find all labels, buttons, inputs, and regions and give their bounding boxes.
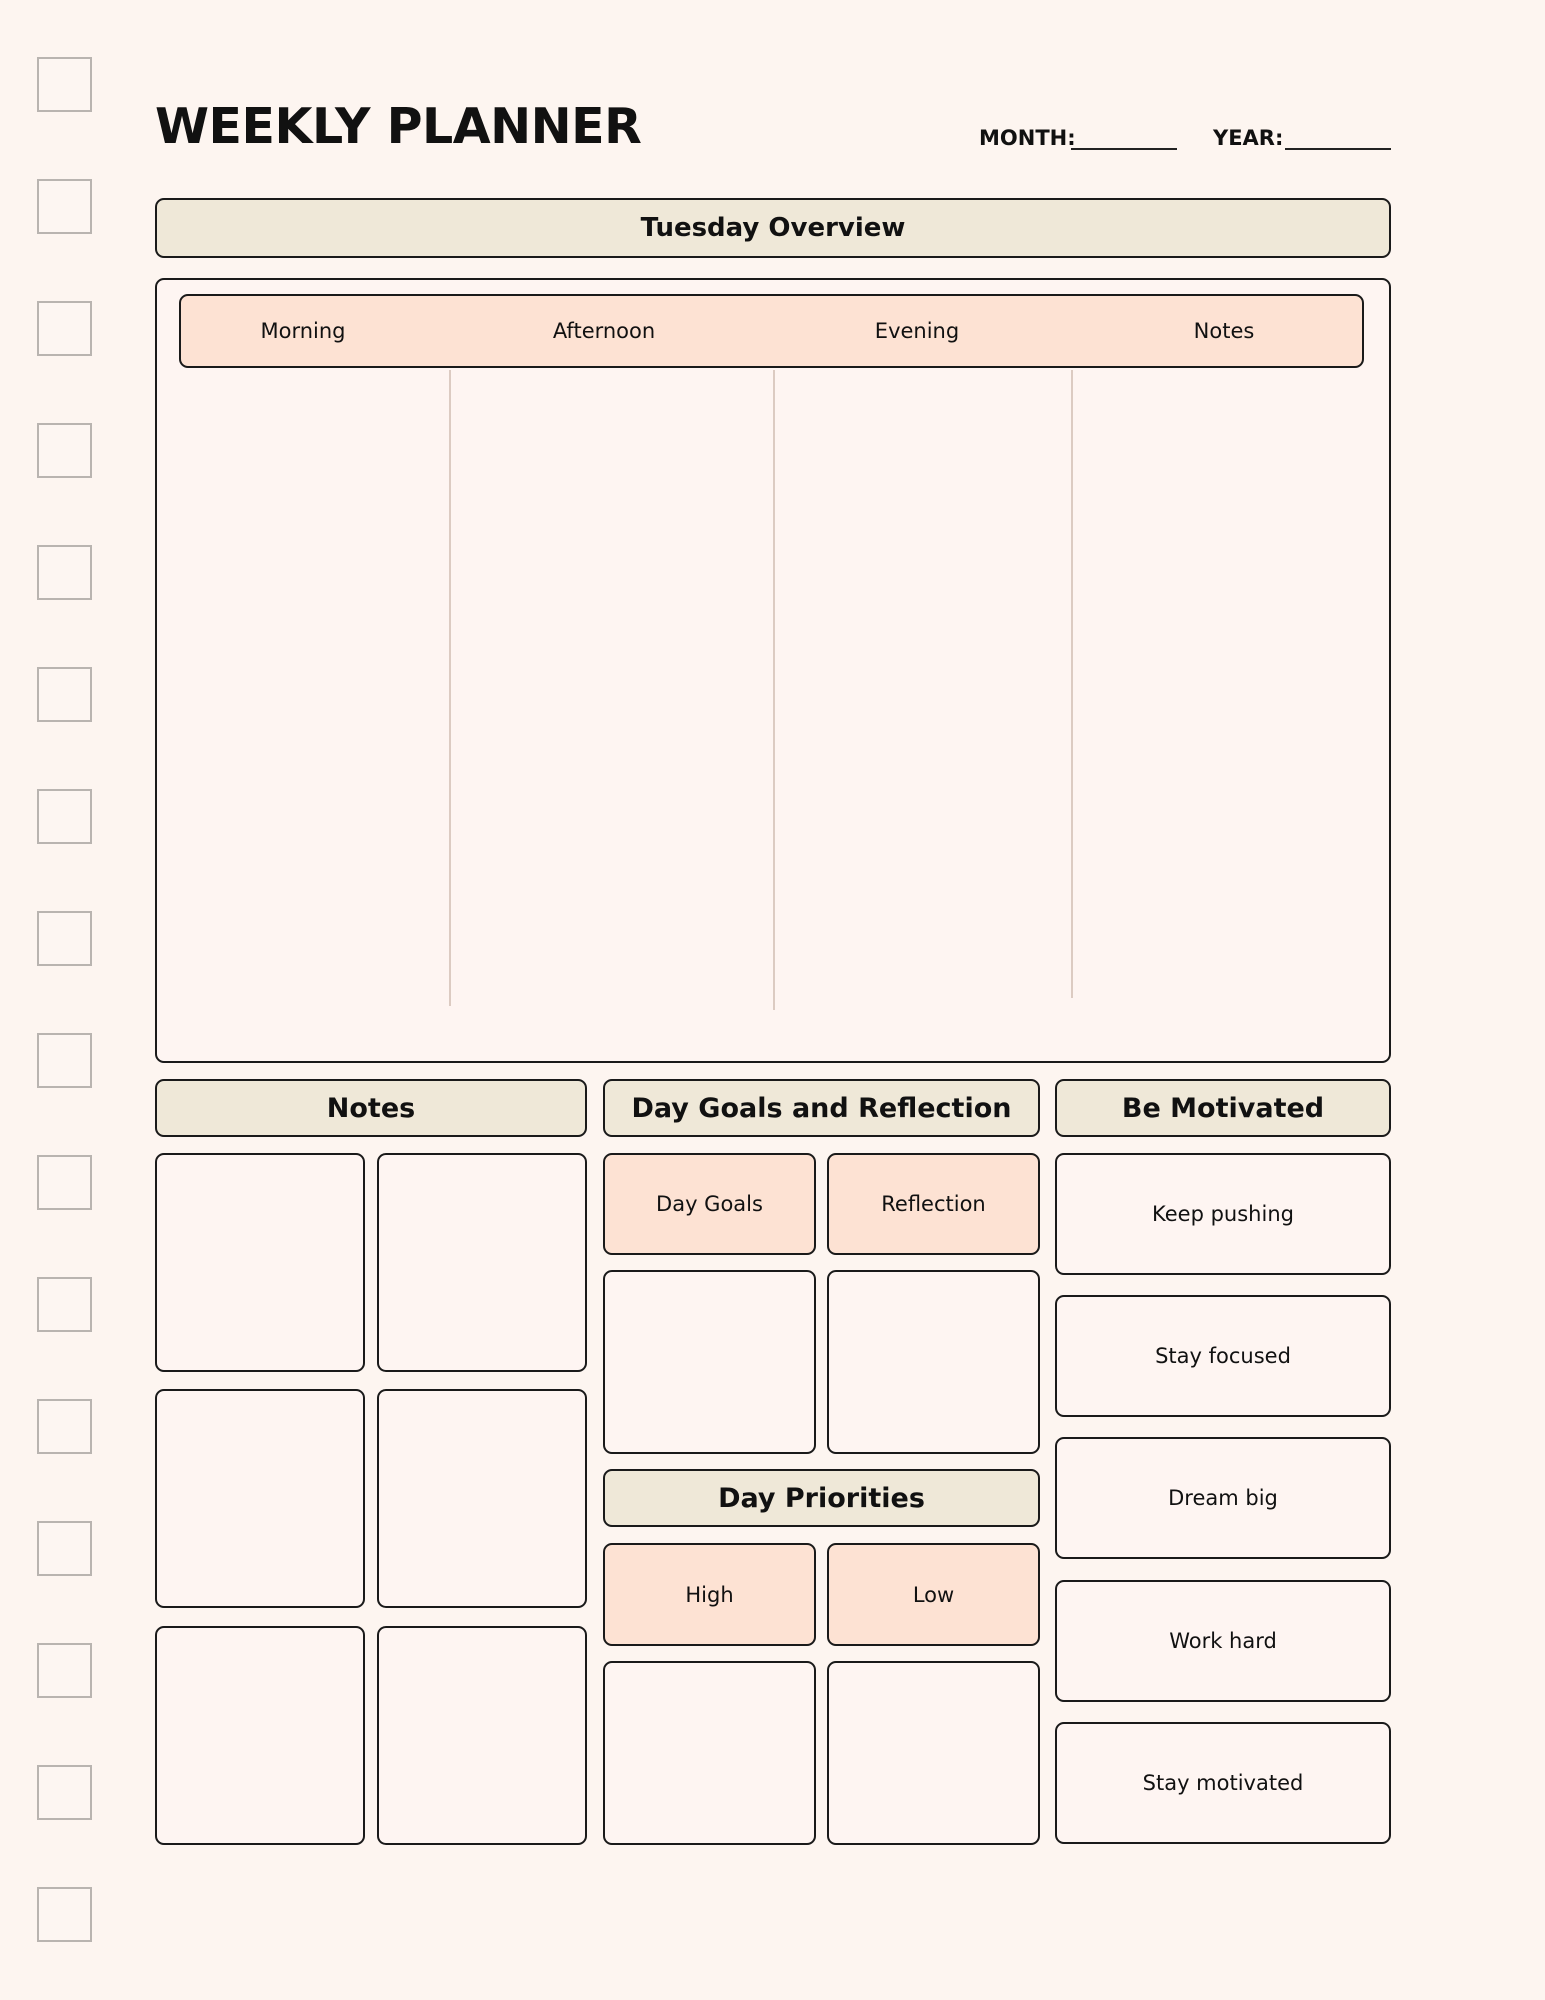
high-priority-box[interactable]: [603, 1661, 816, 1845]
binder-checkbox[interactable]: [37, 1521, 92, 1576]
note-box[interactable]: [155, 1153, 365, 1372]
binder-checkbox[interactable]: [37, 789, 92, 844]
motivation-title: Be Motivated: [1121, 1092, 1325, 1124]
binder-checkbox[interactable]: [37, 301, 92, 356]
binder-checkbox[interactable]: [37, 1033, 92, 1088]
motivation-card: [1055, 1580, 1391, 1702]
note-box[interactable]: [155, 1626, 365, 1845]
goals-title: Day Goals and Reflection: [631, 1092, 1012, 1124]
column-afternoon: Afternoon: [552, 319, 656, 343]
priorities-title: Day Priorities: [718, 1482, 925, 1514]
motivation-text: Stay focused: [1155, 1344, 1291, 1368]
notes-title: Notes: [326, 1092, 416, 1124]
column-notes: Notes: [1193, 319, 1255, 343]
binder-checkbox[interactable]: [37, 911, 92, 966]
high-priority-label: High: [685, 1582, 734, 1607]
low-priority-header: [827, 1543, 1040, 1646]
binder-checkbox[interactable]: [37, 423, 92, 478]
month-label: MONTH:: [979, 126, 1076, 150]
note-box[interactable]: [377, 1153, 587, 1372]
note-box[interactable]: [377, 1389, 587, 1608]
overview-title: Tuesday Overview: [640, 213, 906, 243]
column-divider: [1071, 370, 1073, 998]
motivation-card: [1055, 1722, 1391, 1844]
binder-checkbox[interactable]: [37, 1765, 92, 1820]
column-divider: [773, 370, 775, 1010]
note-box[interactable]: [377, 1626, 587, 1845]
day-goals-label: Day Goals: [656, 1192, 763, 1216]
motivation-card: [1055, 1295, 1391, 1417]
reflection-header: [827, 1153, 1040, 1255]
column-morning: Morning: [260, 319, 346, 343]
notes-title-band: [155, 1079, 587, 1137]
motivation-card: [1055, 1437, 1391, 1559]
column-divider: [449, 370, 451, 1006]
priorities-title-band: [603, 1469, 1040, 1527]
binder-checkbox[interactable]: [37, 179, 92, 234]
binder-checkbox[interactable]: [37, 667, 92, 722]
overview-column-header: [179, 294, 1364, 368]
binder-checkbox[interactable]: [37, 545, 92, 600]
binder-checkbox[interactable]: [37, 1155, 92, 1210]
overview-title-band: [155, 198, 1391, 258]
binder-checkbox[interactable]: [37, 1399, 92, 1454]
year-label: YEAR:: [1213, 126, 1284, 150]
year-field[interactable]: [1285, 148, 1391, 150]
reflection-box[interactable]: [827, 1270, 1040, 1454]
binder-checkbox[interactable]: [37, 1277, 92, 1332]
day-goals-header: [603, 1153, 816, 1255]
motivation-text: Work hard: [1169, 1629, 1277, 1653]
motivation-title-band: [1055, 1079, 1391, 1137]
motivation-text: Stay motivated: [1142, 1771, 1304, 1795]
reflection-label: Reflection: [881, 1192, 986, 1216]
high-priority-header: [603, 1543, 816, 1646]
low-priority-label: Low: [912, 1582, 955, 1607]
motivation-card: [1055, 1153, 1391, 1275]
motivation-text: Dream big: [1168, 1486, 1278, 1510]
page-title: WEEKLY PLANNER: [155, 98, 642, 155]
month-field[interactable]: [1071, 148, 1177, 150]
note-box[interactable]: [155, 1389, 365, 1608]
motivation-text: Keep pushing: [1152, 1202, 1294, 1226]
binder-checkbox[interactable]: [37, 1643, 92, 1698]
binder-checkbox[interactable]: [37, 57, 92, 112]
low-priority-box[interactable]: [827, 1661, 1040, 1845]
column-evening: Evening: [874, 319, 960, 343]
day-goals-box[interactable]: [603, 1270, 816, 1454]
binder-checkbox[interactable]: [37, 1887, 92, 1942]
goals-title-band: [603, 1079, 1040, 1137]
